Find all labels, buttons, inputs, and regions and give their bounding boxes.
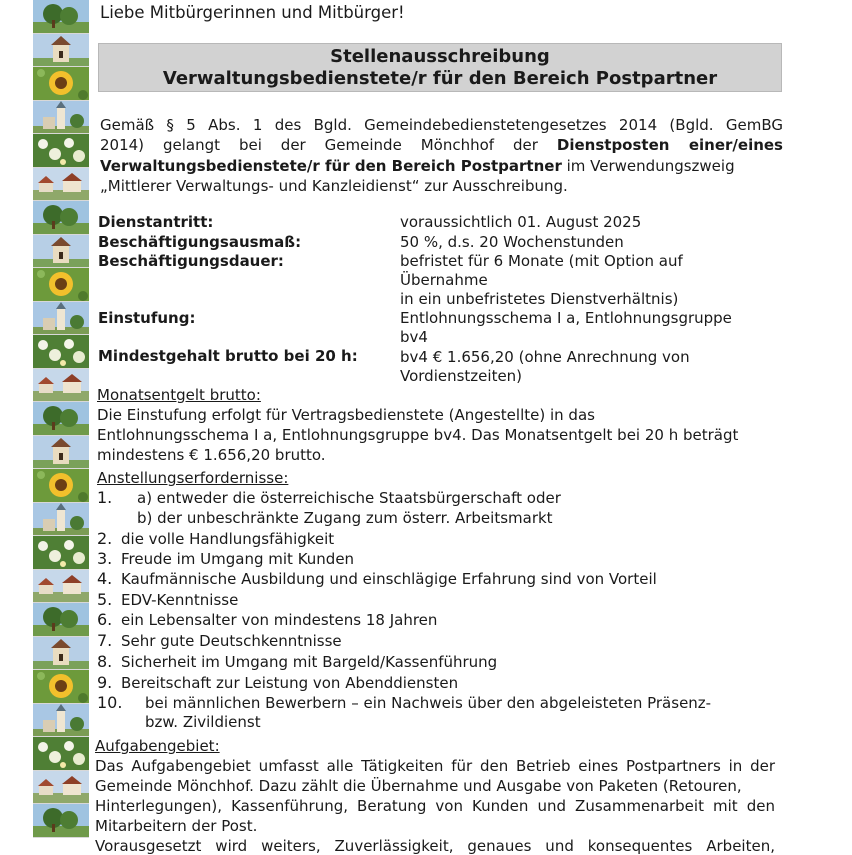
banner-title: Stellenausschreibung	[330, 46, 550, 67]
dienstantritt-label: Dienstantritt:	[98, 213, 214, 231]
gehalt-value-1: bv4 € 1.656,20 (ohne Anrechnung von	[400, 348, 690, 366]
intro-line-3-text: im Verwendungszweig	[561, 157, 735, 175]
einstufung-value-2: bv4	[400, 328, 428, 346]
requirement-number: 2.	[97, 529, 113, 548]
chapel-photo-icon	[33, 436, 89, 470]
dauer-value-1: befristet für 6 Monate (mit Option auf	[400, 252, 683, 270]
sunflower-photo-icon	[33, 670, 89, 704]
requirement-text: ein Lebensalter von mindestens 18 Jahren	[121, 611, 438, 629]
gehalt-value-2: Vordienstzeiten)	[400, 367, 523, 385]
tree-photo-icon	[33, 804, 89, 838]
flowers-photo-icon	[33, 134, 89, 168]
einstufung-label: Einstufung:	[98, 309, 196, 327]
requirement-number: 1.	[97, 488, 113, 507]
dauer-value-2: Übernahme	[400, 271, 488, 289]
village-photo-icon	[33, 771, 89, 805]
decorative-photo-strip	[33, 0, 89, 852]
requirement-text: Kaufmännische Ausbildung und einschlägige Erfahrung sind von Vorteil	[121, 570, 657, 588]
village-photo-icon	[33, 570, 89, 604]
requirement-text: Sicherheit im Umgang mit Bargeld/Kassenführung	[121, 653, 498, 671]
einstufung-value-1: Entlohnungsschema I a, Entlohnungsgruppe	[400, 309, 732, 327]
ausmass-label: Beschäftigungsausmaß:	[98, 233, 302, 251]
title-banner	[98, 43, 782, 92]
requirement-number: 3.	[97, 549, 113, 568]
church-photo-icon	[33, 101, 89, 135]
chapel-photo-icon	[33, 34, 89, 68]
requirement-number: 5.	[97, 590, 113, 609]
anstellung-heading: Anstellungserfordernisse:	[97, 469, 289, 487]
banner-subtitle: Verwaltungsbedienstete/r für den Bereich Postpartner	[162, 68, 718, 89]
requirement-number: 7.	[97, 631, 113, 650]
tree-photo-icon	[33, 0, 89, 34]
requirement-number: 6.	[97, 610, 113, 629]
flowers-photo-icon	[33, 536, 89, 570]
aufgaben-heading: Aufgabengebiet:	[95, 737, 220, 755]
flowers-photo-icon	[33, 737, 89, 771]
requirement-number: 4.	[97, 569, 113, 588]
church-photo-icon	[33, 704, 89, 738]
dauer-label: Beschäftigungsdauer:	[98, 252, 284, 270]
church-photo-icon	[33, 302, 89, 336]
aufgaben-line-2: Gemeinde Mönchhof. Dazu zählt die Übernahme und Ausgabe von Paketen (Retouren,	[95, 777, 742, 795]
tree-photo-icon	[33, 402, 89, 436]
requirement-number: 8.	[97, 652, 113, 671]
sunflower-photo-icon	[33, 268, 89, 302]
gehalt-label: Mindestgehalt brutto bei 20 h:	[98, 347, 358, 365]
ausmass-value: 50 %, d.s. 20 Wochenstunden	[400, 233, 624, 251]
intro-line-2-bold: Dienstposten einer/eines	[556, 136, 783, 154]
requirement-text: die volle Handlungsfähigkeit	[121, 530, 335, 548]
monatsentgelt-line-2: Entlohnungsschema I a, Entlohnungsgruppe bv4. Das Monatsentgelt bei 20 h beträgt	[97, 426, 739, 444]
requirement-number: 10.	[97, 693, 123, 712]
requirement-text: Bereitschaft zur Leistung von Abenddiensten	[121, 674, 459, 692]
monatsentgelt-line-1: Die Einstufung erfolgt für Vertragsbedienstete (Angestellte) in das	[97, 406, 595, 424]
requirement-text: Sehr gute Deutschkenntnisse	[121, 632, 342, 650]
tree-photo-icon	[33, 201, 89, 235]
requirement-text: a) entweder die österreichische Staatsbürgerschaft oder	[137, 489, 561, 507]
intro-line-2	[100, 136, 783, 154]
tree-photo-icon	[33, 603, 89, 637]
requirement-text: EDV-Kenntnisse	[121, 591, 239, 609]
intro-line-1: Gemäß § 5 Abs. 1 des Bgld. Gemeindebedienstetengesetzes 2014 (Bgld. GemBG	[100, 116, 783, 134]
aufgaben-line-5: Vorausgesetzt wird weiters, Zuverlässigkeit, genaues und konsequentes Arbeiten,	[95, 837, 775, 855]
requirement-text: b) der unbeschränkte Zugang zum österr. Arbeitsmarkt	[137, 509, 553, 527]
chapel-photo-icon	[33, 235, 89, 269]
requirement-text: bei männlichen Bewerbern – ein Nachweis über den abgeleisteten Präsenz-	[145, 694, 712, 712]
flowers-photo-icon	[33, 335, 89, 369]
aufgaben-line-1: Das Aufgabengebiet umfasst alle Tätigkeiten für den Betrieb eines Postpartners in der	[95, 757, 775, 775]
chapel-photo-icon	[33, 637, 89, 671]
sunflower-photo-icon	[33, 469, 89, 503]
requirement-text: bzw. Zivildienst	[145, 713, 261, 731]
greeting: Liebe Mitbürgerinnen und Mitbürger!	[100, 3, 405, 22]
monatsentgelt-heading: Monatsentgelt brutto:	[97, 386, 261, 404]
requirement-number: 9.	[97, 673, 113, 692]
aufgaben-line-4: Mitarbeitern der Post.	[95, 817, 258, 835]
intro-line-4: „Mittlerer Verwaltungs- und Kanzleidienst“ zur Ausschreibung.	[100, 177, 568, 195]
intro-line-3	[100, 157, 735, 175]
dienstantritt-value: voraussichtlich 01. August 2025	[400, 213, 642, 231]
dauer-value-3: in ein unbefristetes Dienstverhältnis)	[400, 290, 679, 308]
intro-line-2-text: 2014) gelangt bei der Gemeinde Mönchhof der	[100, 136, 557, 154]
village-photo-icon	[33, 168, 89, 202]
church-photo-icon	[33, 503, 89, 537]
requirement-text: Freude im Umgang mit Kunden	[121, 550, 355, 568]
sunflower-photo-icon	[33, 67, 89, 101]
aufgaben-line-3: Hinterlegungen), Kassenführung, Beratung von Kunden und Zusammenarbeit mit den	[95, 797, 775, 815]
village-photo-icon	[33, 369, 89, 403]
job-title-bold: Verwaltungsbedienstete/r für den Bereich Postpartner	[100, 157, 562, 175]
monatsentgelt-line-3: mindestens € 1.656,20 brutto.	[97, 446, 326, 464]
